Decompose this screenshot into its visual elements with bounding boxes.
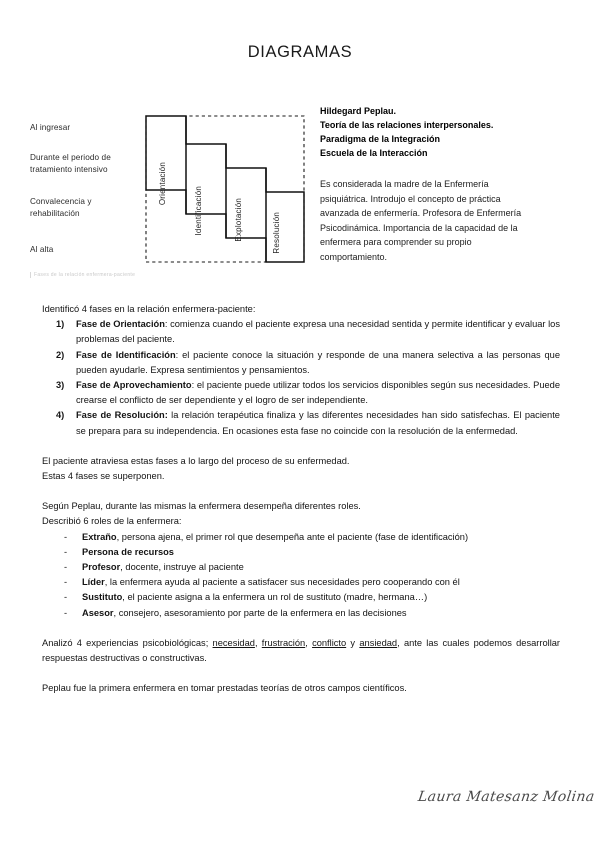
role-text: el paciente asigna a la enfermera un rol de sustituto (madre, hermana…)	[127, 592, 428, 603]
author-heading-block	[320, 104, 580, 160]
figure-row-label-tratamiento-intensivo: Durante el periodo de tratamiento intensivo	[30, 153, 111, 174]
phase-text: la relación terapéutica finaliza y las diferentes necesidades han sido satisfechas. El paciente se prepara para su independencia. En ocasiones esta fase no coincide con la resolución de la enfermedad.	[76, 410, 560, 436]
list-item	[42, 575, 560, 590]
phase-term: Fase de Aprovechamiento	[76, 380, 192, 391]
role-text: la enfermera ayuda al paciente a satisfacer sus necesidades pero cooperando con él	[109, 577, 460, 588]
figure-row-label-al-alta: Al alta	[30, 245, 54, 254]
list-item	[42, 408, 560, 438]
list-item	[42, 560, 560, 575]
phases-intro: Identificó 4 fases en la relación enfermera-paciente:	[42, 304, 256, 314]
list-item	[42, 590, 560, 605]
experience-term-frustracion: frustración	[261, 637, 306, 648]
phases-note-1: El paciente atraviesa estas fases a lo largo del proceso de su enfermedad.	[42, 455, 350, 466]
phase-separator: :	[191, 380, 197, 391]
phase-term: Fase de Resolución:	[76, 410, 168, 421]
roles-list	[42, 530, 560, 621]
list-item	[42, 545, 560, 560]
analysis-sep-1: ,	[254, 637, 262, 648]
list-item	[42, 348, 560, 378]
spacer	[42, 666, 560, 681]
list-item	[42, 606, 560, 621]
phase-label-resolucion: Resolución	[272, 212, 281, 254]
page-title: DIAGRAMAS	[247, 43, 353, 61]
figure-row-label-convalecencia: Convalecencia y rehabilitación	[30, 197, 92, 218]
experience-term-necesidad: necesidad	[212, 637, 255, 648]
phase-text: el paciente puede utilizar todos los servicios disponibles según sus necesidades. Puede crearse el conflicto de ser dependiente y el logro de ser independiente.	[76, 380, 560, 406]
role-term: Extraño	[82, 531, 117, 542]
school-line: Escuela de la Interacción	[320, 148, 428, 158]
analysis-prefix: Analizó 4 experiencias psicobiológicas;	[42, 637, 213, 648]
role-term: Sustituto	[82, 592, 123, 603]
phase-label-explotacion: Explotación	[234, 198, 243, 242]
phase-text: comienza cuando el paciente expresa una necesidad sentida y permite identificar y evaluar los problemas del paciente.	[76, 319, 560, 345]
handwritten-signature: Laura Matesanz Molina	[416, 789, 596, 805]
spacer	[42, 484, 560, 499]
list-item	[42, 530, 560, 545]
spacer	[42, 621, 560, 636]
analysis-suffix: , ante las cuales podemos desarrollar respuestas destructivas o constructivas.	[42, 637, 561, 664]
psychobiological-experiences-paragraph	[42, 636, 560, 666]
analysis-sep-3: y	[346, 637, 360, 648]
experience-term-ansiedad: ansiedad	[359, 637, 398, 648]
role-text: persona ajena, el primer rol que desempeña ante el paciente (fase de identificación)	[121, 531, 469, 542]
figure-caption: Fases de la relación enfermera-paciente	[30, 272, 135, 278]
spacer	[42, 439, 560, 454]
role-separator: ,	[116, 531, 122, 542]
paradigm-line: Paradigma de la Integración	[320, 134, 441, 144]
phase-separator: :	[175, 349, 183, 360]
phases-list	[42, 317, 560, 439]
role-separator: ,	[120, 562, 126, 573]
staircase-diagram	[134, 104, 312, 270]
phase-separator: :	[164, 319, 171, 330]
role-text: consejero, asesoramiento por parte de la enfermera en las decisiones	[118, 607, 407, 618]
analysis-sep-2: ,	[305, 637, 313, 648]
role-term: Persona de recursos	[82, 546, 174, 557]
phase-term: Fase de Orientación	[76, 319, 165, 330]
role-text: docente, instruye al paciente	[125, 562, 244, 573]
peplau-phases-figure	[22, 100, 312, 290]
phase-text: el paciente conoce la situación y responde de una manera selectiva a las personas que pueden ayudarle. Expresa sentimientos y pensamientos.	[76, 349, 560, 375]
theory-line: Teoría de las relaciones interpersonales.	[320, 120, 494, 130]
phase-label-identificacion: Identificación	[194, 186, 203, 236]
author-name: Hildegard Peplau.	[320, 106, 397, 116]
closing-paragraph: Peplau fue la primera enfermera en tomar prestadas teorías de otros campos científicos.	[42, 683, 407, 694]
body-content	[42, 302, 560, 696]
role-term: Asesor	[82, 607, 114, 618]
role-term: Profesor	[82, 562, 121, 573]
roles-intro-1: Según Peplau, durante las mismas la enfermera desempeña diferentes roles.	[42, 501, 361, 512]
list-item	[42, 317, 560, 347]
role-separator: ,	[104, 577, 110, 588]
phase-term: Fase de Identificación	[76, 349, 176, 360]
phases-note-2: Estas 4 fases se superponen.	[42, 471, 165, 482]
author-description-paragraph: Es considerada la madre de la Enfermería psiquiátrica. Introdujo el concepto de práctica avanzada de enfermería. Profesora de Enfermería Psicodinámica. Importancia de la capacidad de la enfermera para comprender su propio comportamiento.	[320, 179, 522, 262]
figure-row-label-al-ingresar: Al ingresar	[30, 123, 71, 132]
phase-label-orientacion: Orientación	[158, 162, 167, 206]
role-separator: ,	[122, 592, 128, 603]
experience-term-conflicto: conflicto	[312, 637, 347, 648]
roles-intro-2: Describió 6 roles de la enfermera:	[42, 516, 182, 527]
role-term: Líder	[82, 577, 105, 588]
list-item	[42, 378, 560, 408]
role-separator: ,	[113, 607, 119, 618]
